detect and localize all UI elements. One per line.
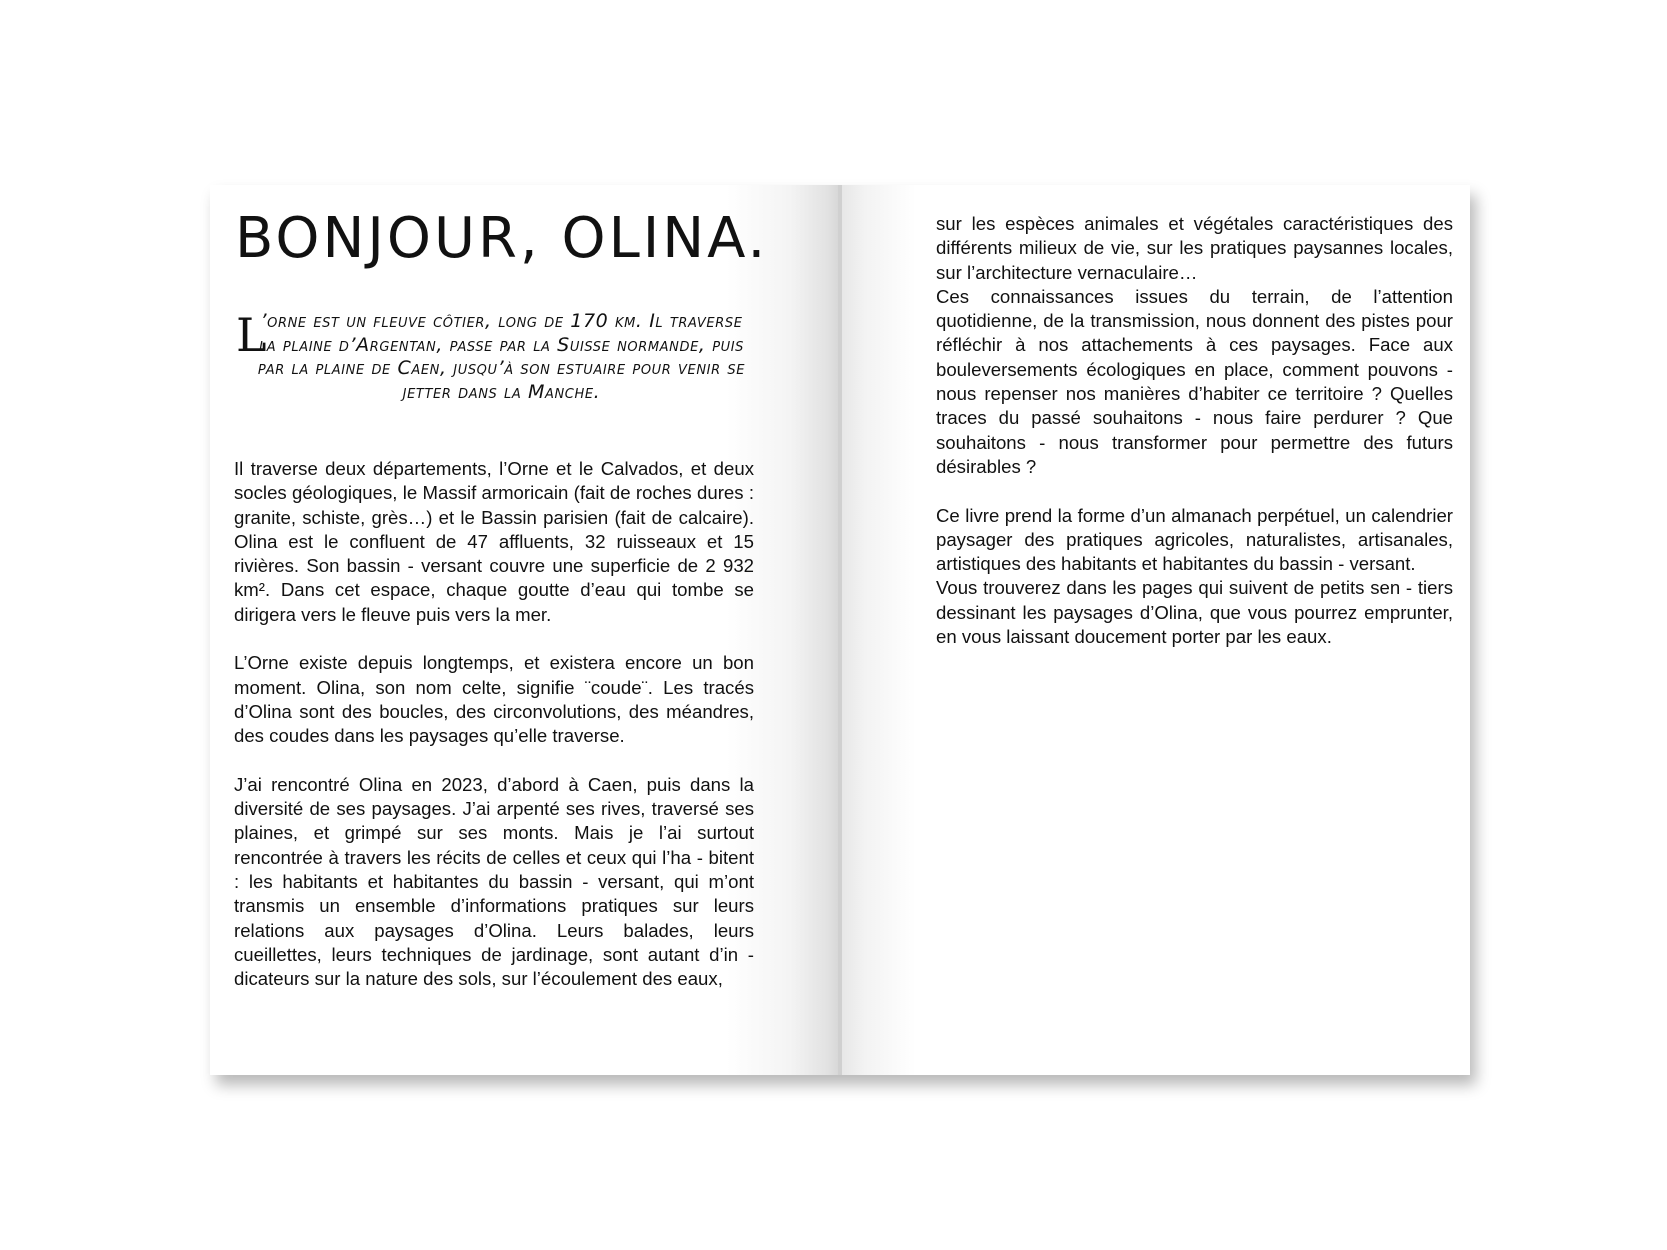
body-paragraph: Ces connaissances issues du terrain, de l’attention quotidienne, de la transmission, nous donnent des pistes pour réfléchir à nos attachements à ces paysages. Face aux bouleversements écologiques en place, comment pouvons - nous repenser nos manières d’habiter ce territoire ? Quelles traces du passé souhaitons - nous faire perdurer ? Que souhaitons - nous transformer pour permettre des futurs désirables ? bbox=[936, 285, 1453, 477]
body-paragraph: L’Orne existe depuis longtemps, et existera encore un bon moment. Olina, son nom celte, signifie ¨coude¨. Les tracés d’Olina sont des boucles, des circonvolutions, des méandres, des coudes dans les paysages qu’elle traverse. bbox=[234, 652, 754, 747]
drop-cap: L bbox=[236, 308, 267, 362]
body-paragraph: sur les espèces animales et végétales caractéristiques des différents milieux de vie, sur les pratiques paysannes locales, sur l’architecture vernaculaire… bbox=[936, 213, 1453, 283]
lead-paragraph bbox=[228, 310, 753, 404]
right-body-text bbox=[936, 212, 1453, 649]
lead-text: ’orne est un fleuve côtier, long de 170 km. Il traverse la plaine d’Argentan, passe par la Suisse normande, puis par la plaine de Caen, jusqu’à son estuaire pour venir se jetter dans la Manche. bbox=[257, 310, 746, 403]
body-paragraph: Il traverse deux départements, l’Orne et le Calvados, et deux socles géologiques, le Massif armoricain (fait de roches dures : granite, schiste, grès…) et le Bassin parisien (fait de calcaire). Olina est le confluent de 47 affluents, 32 ruisseaux et 15 rivières. Son bassin - versant couvre une superficie de 2 932 km². Dans cet espace, chaque goutte d’eau qui tombe se dirigera vers le fleuve puis vers la mer. bbox=[234, 458, 754, 625]
body-paragraph: J’ai rencontré Olina en 2023, d’abord à Caen, puis dans la diversité de ses paysages. J’ai arpenté ses rives, traversé ses plaines, et grimpé sur ses monts. Mais je l’ai surtout rencontrée à travers les récits de celles et ceux qui l’ha - bitent : les habitants et habitantes du bassin - versant, qui m’ont transmis un ensemble d’informations pratiques sur leurs relations aux paysages d’Olina. Leurs balades, leurs cueillettes, leurs techniques de jardinage, sont autant d’in - dicateurs sur la nature des sols, sur l’écoulement des eaux, bbox=[234, 773, 754, 990]
right-page bbox=[840, 185, 1470, 1075]
left-body-text bbox=[234, 457, 754, 992]
book-gutter bbox=[838, 185, 842, 1075]
book-spread bbox=[210, 185, 1470, 1075]
body-paragraph: Ce livre prend la forme d’un almanach perpétuel, un calendrier paysager des pratiques agricoles, naturalistes, artisanales, artistiques des habitants et habitantes du bassin - versant. bbox=[936, 504, 1453, 575]
left-page bbox=[210, 185, 840, 1075]
page-title: BONJOUR, OLINA. bbox=[235, 206, 769, 271]
body-paragraph: Vous trouverez dans les pages qui suivent de petits sen - tiers dessinant les paysages d’Olina, que vous pourrez emprunter, en vous laissant doucement porter par les eaux. bbox=[936, 577, 1453, 648]
